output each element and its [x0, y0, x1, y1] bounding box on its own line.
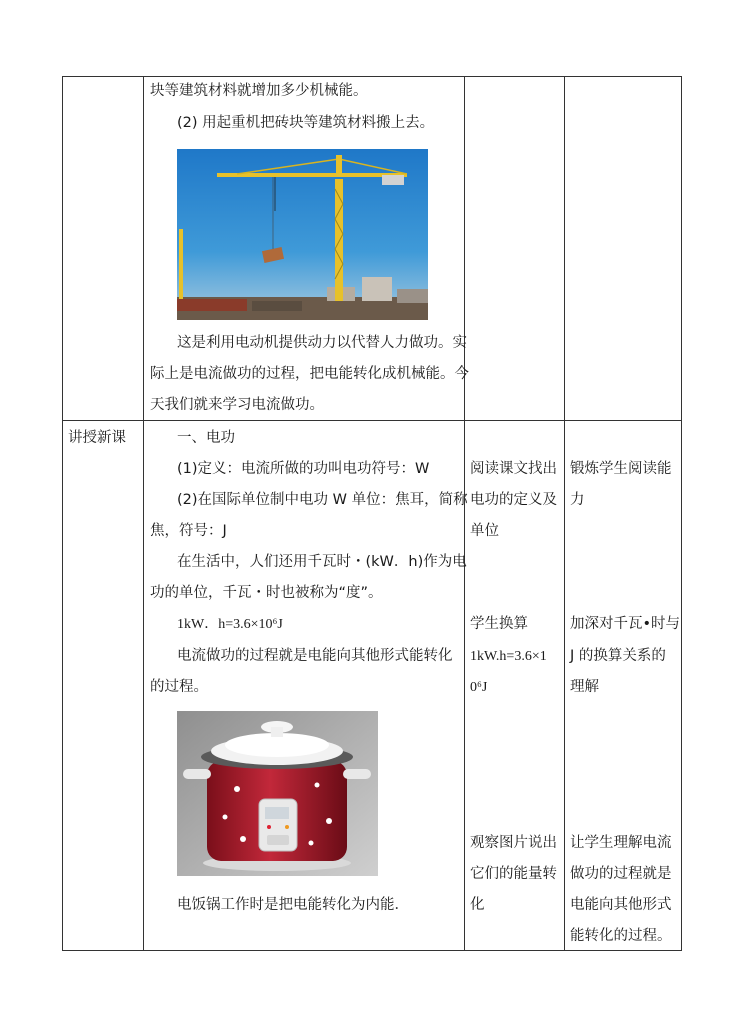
- crane-photo: [177, 149, 428, 320]
- design-intent-line: 锻炼学生阅读能: [570, 461, 672, 477]
- row1-line-4: 际上是电流做功的过程，把电能转化成机械能。今: [150, 366, 469, 382]
- design-intent-line: J 的换算关系的: [570, 648, 666, 664]
- design-intent-line: 理解: [570, 679, 599, 695]
- student-activity-line: 化: [470, 897, 485, 913]
- row1-line-2: (2) 用起重机把砖块等建筑材料搬上去。: [177, 115, 435, 131]
- design-intent-line: 电能向其他形式: [570, 897, 672, 913]
- content-line: 焦，符号：J: [150, 523, 227, 539]
- content-line: 的过程。: [150, 679, 208, 695]
- student-activity-line: 1kW.h=3.6×1: [470, 649, 547, 664]
- content-line: (2)在国际单位制中电功 W 单位：焦耳，简称: [177, 492, 468, 508]
- row1-line-5: 天我们就来学习电流做功。: [150, 397, 324, 413]
- column-divider: [564, 77, 565, 950]
- design-intent-line: 力: [570, 492, 585, 508]
- design-intent-line: 让学生理解电流: [570, 835, 672, 851]
- column-divider: [143, 77, 144, 950]
- content-heading: 一、电功: [177, 430, 235, 446]
- content-line: 电流做功的过程就是电能向其他形式能转化: [177, 648, 453, 664]
- student-activity-line: 它们的能量转: [470, 866, 557, 882]
- student-activity-line: 0⁶J: [470, 680, 488, 695]
- rice-cooker-photo: [177, 711, 378, 876]
- design-intent-line: 能转化的过程。: [570, 928, 672, 944]
- content-line: 电饭锅工作时是把电能转化为内能．: [177, 897, 409, 913]
- design-intent-line: 做功的过程就是: [570, 866, 672, 882]
- row1-line-1: 块等建筑材料就增加多少机械能。: [150, 83, 368, 99]
- content-line: (1)定义：电流所做的功叫电功符号：W: [177, 461, 430, 477]
- content-formula: 1kW．h=3.6×10⁶J: [177, 617, 283, 632]
- student-activity-line: 阅读课文找出: [470, 461, 557, 477]
- student-activity-line: 观察图片说出: [470, 835, 557, 851]
- content-line: 功的单位，千瓦・时也被称为“度”。: [150, 585, 383, 601]
- student-activity-line: 电功的定义及: [470, 492, 557, 508]
- student-activity-line: 单位: [470, 523, 499, 539]
- content-line: 在生活中，人们还用千瓦时・(kW．h)作为电: [177, 554, 467, 570]
- row1-line-3: 这是利用电动机提供动力以代替人力做功。实: [177, 335, 467, 351]
- student-activity-line: 学生换算: [470, 616, 528, 632]
- design-intent-line: 加深对千瓦•时与: [570, 616, 681, 632]
- stage-label: 讲授新课: [68, 430, 126, 446]
